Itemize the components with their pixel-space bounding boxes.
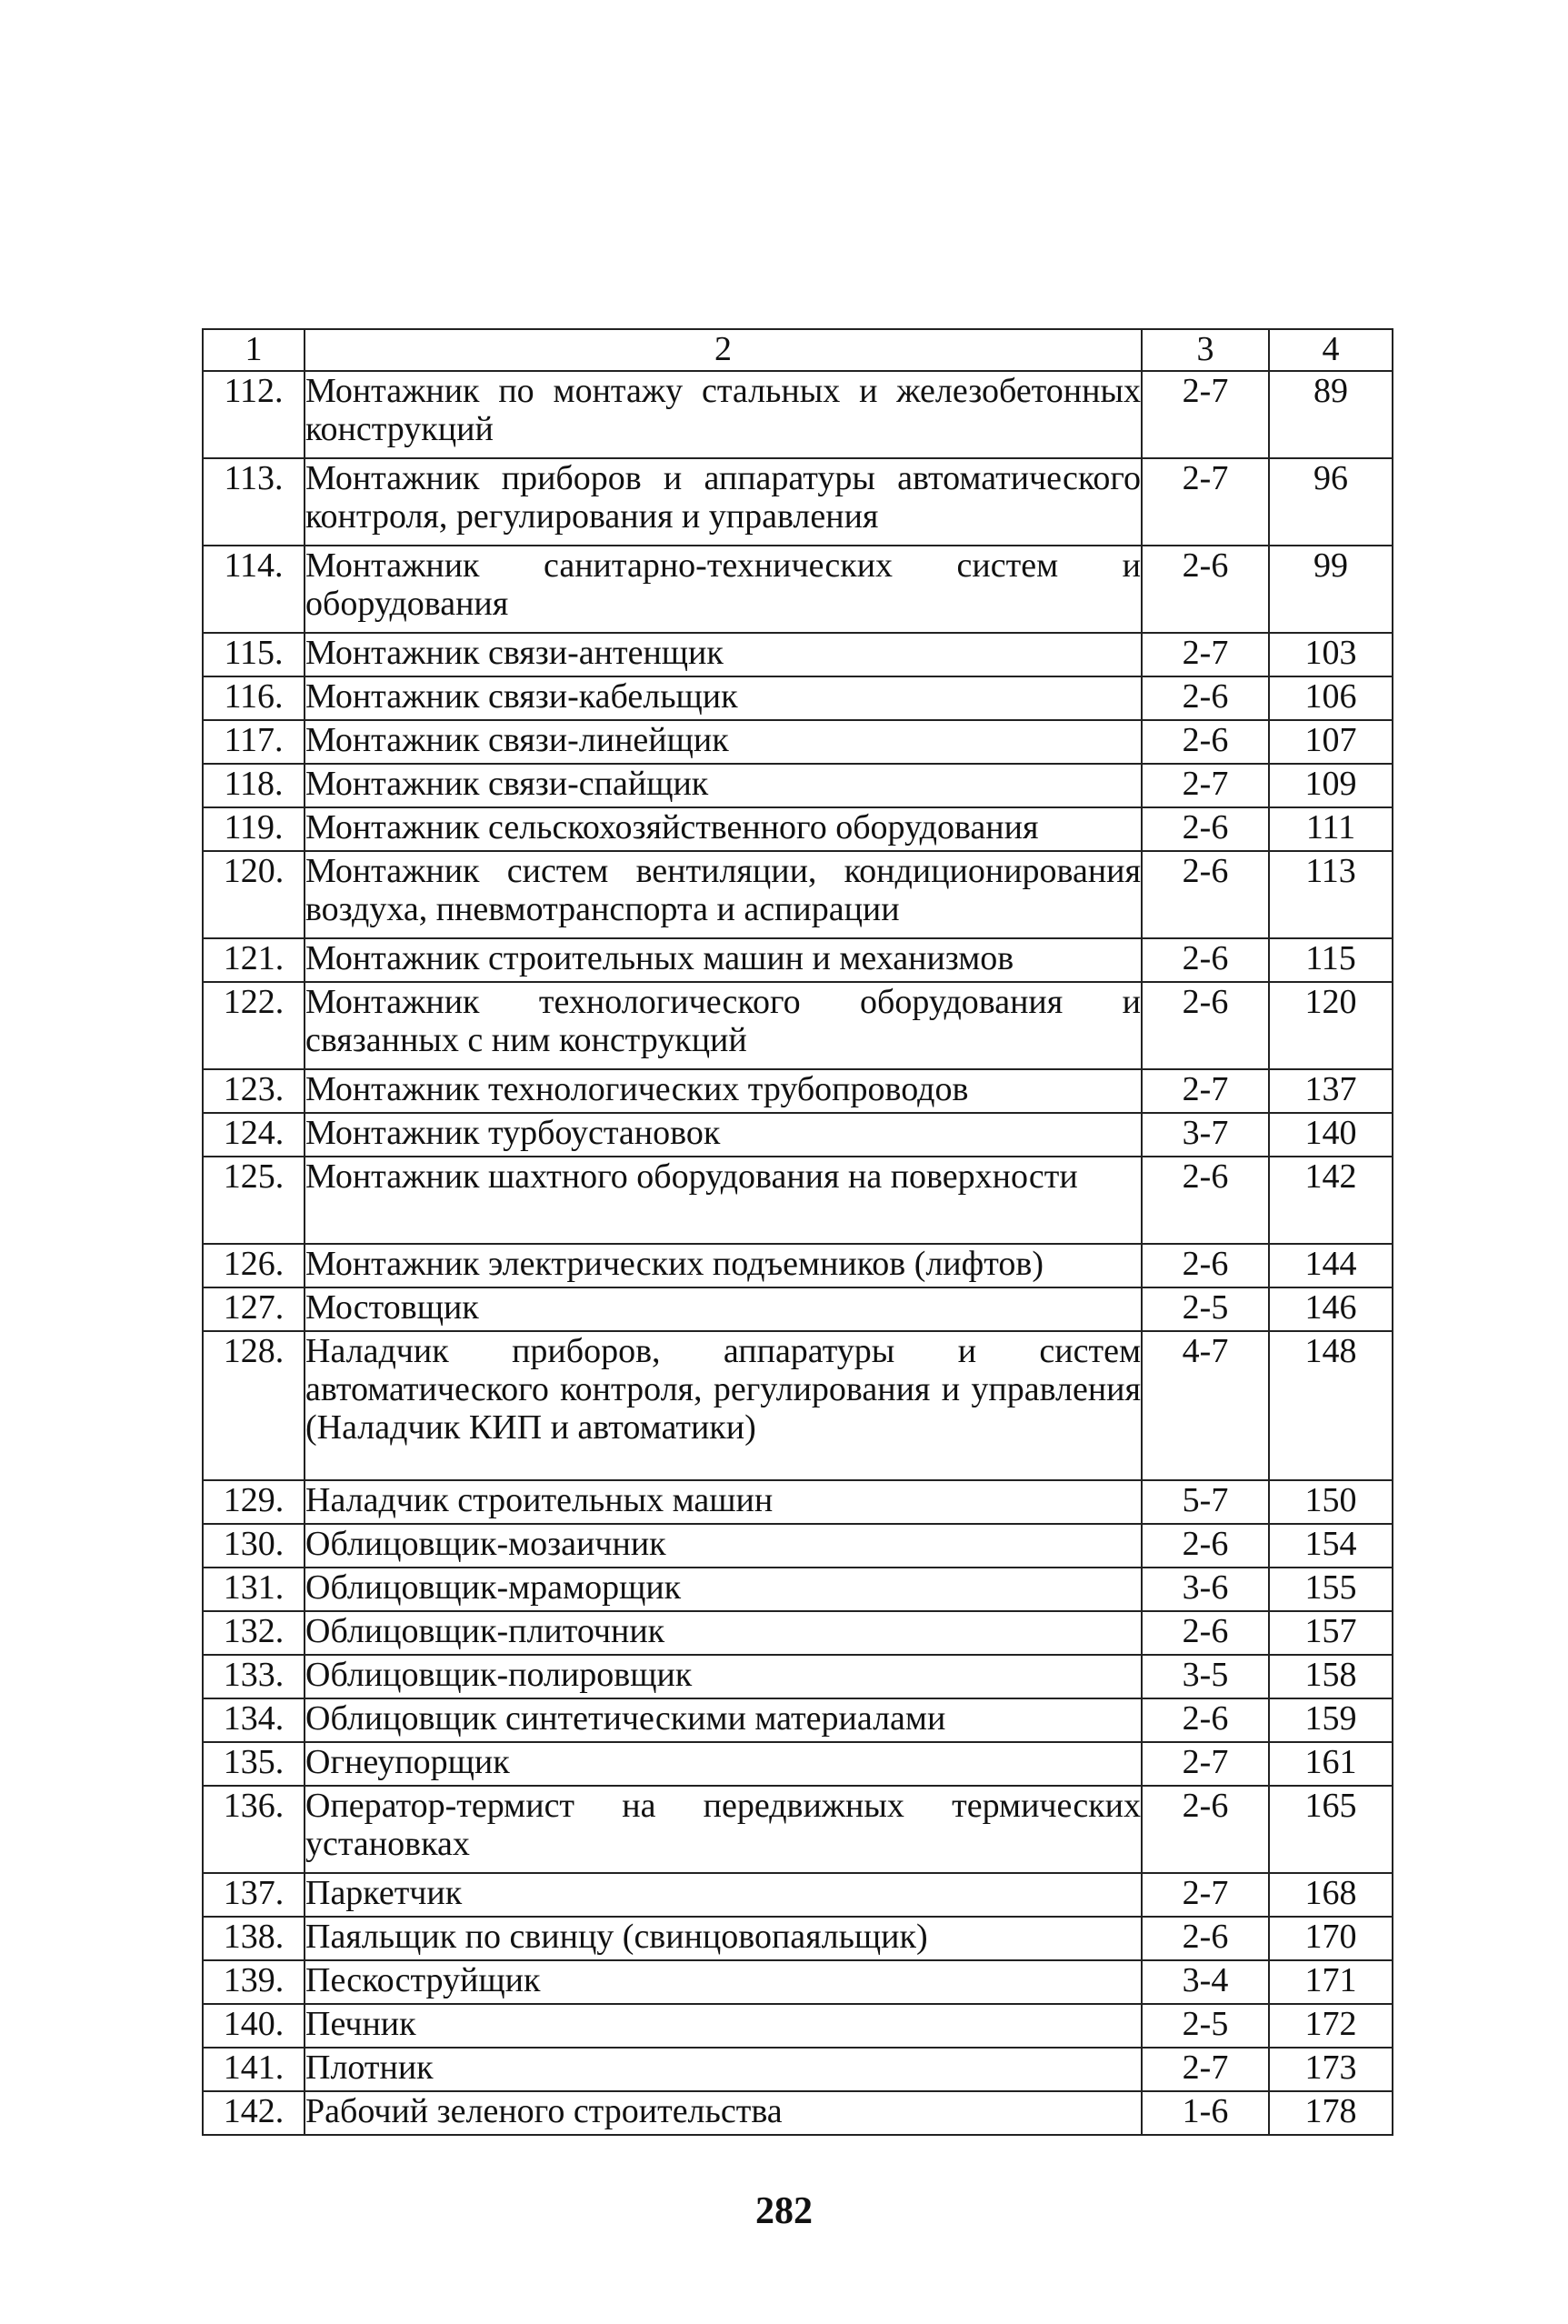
row-number: 118. [203,764,305,807]
table-row [203,1698,1393,1742]
page-ref: 158 [1269,1655,1393,1698]
profession-name: Облицовщик-плиточник [305,1611,1142,1655]
header-col-2: 2 [305,329,1142,371]
table-row [203,938,1393,982]
page-ref: 171 [1269,1960,1393,2004]
row-number: 141. [203,2048,305,2091]
grade-range: 2-6 [1142,720,1269,764]
page-ref: 120 [1269,982,1393,1069]
table-row [203,1157,1393,1244]
page-ref: 113 [1269,851,1393,938]
grade-range: 2-6 [1142,546,1269,633]
table-row [203,1568,1393,1611]
row-number: 130. [203,1524,305,1568]
table-row [203,1873,1393,1917]
row-number: 128. [203,1331,305,1480]
row-number: 113. [203,458,305,546]
grade-range: 1-6 [1142,2091,1269,2135]
page-ref: 99 [1269,546,1393,633]
row-number: 137. [203,1873,305,1917]
grade-range: 2-7 [1142,1069,1269,1113]
table-row [203,1287,1393,1331]
table-row [203,371,1393,458]
table-row [203,633,1393,676]
page-ref: 146 [1269,1287,1393,1331]
row-number: 139. [203,1960,305,2004]
row-number: 120. [203,851,305,938]
table-row [203,1917,1393,1960]
page-ref: 142 [1269,1157,1393,1244]
page-ref: 148 [1269,1331,1393,1480]
table-row [203,1331,1393,1480]
page-ref: 161 [1269,1742,1393,1786]
row-number: 126. [203,1244,305,1287]
page-ref: 172 [1269,2004,1393,2048]
profession-name: Монтажник электрических подъемников (лифтов) [305,1244,1142,1287]
table-row [203,1069,1393,1113]
table-row [203,1611,1393,1655]
profession-name: Облицовщик синтетическими материалами [305,1698,1142,1742]
profession-name: Монтажник по монтажу стальных и железобетонных конструкций [305,371,1142,458]
profession-name: Облицовщик-мраморщик [305,1568,1142,1611]
row-number: 121. [203,938,305,982]
profession-name: Плотник [305,2048,1142,2091]
row-number: 132. [203,1611,305,1655]
page-ref: 140 [1269,1113,1393,1157]
page-ref: 106 [1269,676,1393,720]
profession-name: Монтажник связи-кабельщик [305,676,1142,720]
grade-range: 2-6 [1142,982,1269,1069]
profession-name: Пескоструйщик [305,1960,1142,2004]
grade-range: 2-7 [1142,633,1269,676]
grade-range: 2-6 [1142,1917,1269,1960]
row-number: 140. [203,2004,305,2048]
profession-name: Печник [305,2004,1142,2048]
professions-table [202,328,1393,2136]
grade-range: 2-7 [1142,1742,1269,1786]
page-ref: 159 [1269,1698,1393,1742]
grade-range: 2-6 [1142,938,1269,982]
table-row [203,1786,1393,1873]
profession-name: Паяльщик по свинцу (свинцовопаяльщик) [305,1917,1142,1960]
row-number: 119. [203,807,305,851]
page-ref: 96 [1269,458,1393,546]
page-ref: 111 [1269,807,1393,851]
grade-range: 2-6 [1142,1611,1269,1655]
profession-name: Монтажник санитарно-технических систем и оборудования [305,546,1142,633]
table-row [203,546,1393,633]
table-row [203,982,1393,1069]
page-ref: 155 [1269,1568,1393,1611]
profession-name: Монтажник связи-линейщик [305,720,1142,764]
profession-name: Монтажник связи-антенщик [305,633,1142,676]
table-body [203,329,1393,2135]
page-ref: 103 [1269,633,1393,676]
table-row [203,458,1393,546]
profession-name: Монтажник турбоустановок [305,1113,1142,1157]
table-row [203,2048,1393,2091]
profession-name: Облицовщик-полировщик [305,1655,1142,1698]
profession-name: Паркетчик [305,1873,1142,1917]
table-row [203,1655,1393,1698]
table-row [203,2091,1393,2135]
row-number: 129. [203,1480,305,1524]
profession-name: Монтажник сельскохозяйственного оборудования [305,807,1142,851]
profession-name: Монтажник строительных машин и механизмов [305,938,1142,982]
row-number: 124. [203,1113,305,1157]
row-number: 131. [203,1568,305,1611]
page-ref: 89 [1269,371,1393,458]
table-row [203,1244,1393,1287]
table-row [203,2004,1393,2048]
profession-name: Мостовщик [305,1287,1142,1331]
row-number: 134. [203,1698,305,1742]
grade-range: 2-6 [1142,1786,1269,1873]
profession-name: Оператор-термист на передвижных термических установках [305,1786,1142,1873]
row-number: 127. [203,1287,305,1331]
page-ref: 165 [1269,1786,1393,1873]
page-ref: 173 [1269,2048,1393,2091]
row-number: 117. [203,720,305,764]
row-number: 138. [203,1917,305,1960]
profession-name: Монтажник технологического оборудования и связанных с ним конструкций [305,982,1142,1069]
grade-range: 2-6 [1142,1244,1269,1287]
grade-range: 2-6 [1142,1157,1269,1244]
row-number: 125. [203,1157,305,1244]
grade-range: 2-5 [1142,1287,1269,1331]
row-number: 142. [203,2091,305,2135]
page-ref: 154 [1269,1524,1393,1568]
table-row [203,807,1393,851]
grade-range: 3-5 [1142,1655,1269,1698]
header-col-3: 3 [1142,329,1269,371]
profession-name: Облицовщик-мозаичник [305,1524,1142,1568]
table-row [203,720,1393,764]
grade-range: 5-7 [1142,1480,1269,1524]
header-col-4: 4 [1269,329,1393,371]
table-row [203,1742,1393,1786]
row-number: 114. [203,546,305,633]
profession-name: Наладчик приборов, аппаратуры и систем автоматического контроля, регулирования и управления (Наладчик КИП и автоматики) [305,1331,1142,1480]
grade-range: 2-6 [1142,807,1269,851]
grade-range: 4-7 [1142,1331,1269,1480]
grade-range: 3-7 [1142,1113,1269,1157]
profession-name: Монтажник технологических трубопроводов [305,1069,1142,1113]
page-ref: 137 [1269,1069,1393,1113]
grade-range: 2-6 [1142,1524,1269,1568]
row-number: 122. [203,982,305,1069]
page-ref: 109 [1269,764,1393,807]
page-ref: 170 [1269,1917,1393,1960]
profession-name: Монтажник приборов и аппаратуры автоматического контроля, регулирования и управления [305,458,1142,546]
table-row [203,676,1393,720]
header-row [203,329,1393,371]
table-row [203,764,1393,807]
row-number: 135. [203,1742,305,1786]
table-row [203,851,1393,938]
page-ref: 168 [1269,1873,1393,1917]
grade-range: 2-7 [1142,371,1269,458]
grade-range: 2-7 [1142,2048,1269,2091]
page-ref: 144 [1269,1244,1393,1287]
grade-range: 2-7 [1142,1873,1269,1917]
grade-range: 2-7 [1142,764,1269,807]
grade-range: 2-7 [1142,458,1269,546]
grade-range: 2-6 [1142,676,1269,720]
grade-range: 3-4 [1142,1960,1269,2004]
profession-name: Огнеупорщик [305,1742,1142,1786]
profession-name: Рабочий зеленого строительства [305,2091,1142,2135]
table-row [203,1480,1393,1524]
profession-name: Наладчик строительных машин [305,1480,1142,1524]
profession-name: Монтажник связи-спайщик [305,764,1142,807]
row-number: 133. [203,1655,305,1698]
grade-range: 2-6 [1142,1698,1269,1742]
page-ref: 107 [1269,720,1393,764]
table-row [203,1524,1393,1568]
profession-name: Монтажник систем вентиляции, кондиционирования воздуха, пневмотранспорта и аспирации [305,851,1142,938]
page-ref: 115 [1269,938,1393,982]
page-ref: 150 [1269,1480,1393,1524]
row-number: 115. [203,633,305,676]
page-ref: 157 [1269,1611,1393,1655]
grade-range: 2-5 [1142,2004,1269,2048]
table-row [203,1113,1393,1157]
table-row [203,1960,1393,2004]
profession-name: Монтажник шахтного оборудования на поверхности [305,1157,1142,1244]
row-number: 112. [203,371,305,458]
grade-range: 3-6 [1142,1568,1269,1611]
page-ref: 178 [1269,2091,1393,2135]
row-number: 116. [203,676,305,720]
page-number: 282 [755,2190,813,2232]
header-col-1: 1 [203,329,305,371]
grade-range: 2-6 [1142,851,1269,938]
row-number: 136. [203,1786,305,1873]
row-number: 123. [203,1069,305,1113]
